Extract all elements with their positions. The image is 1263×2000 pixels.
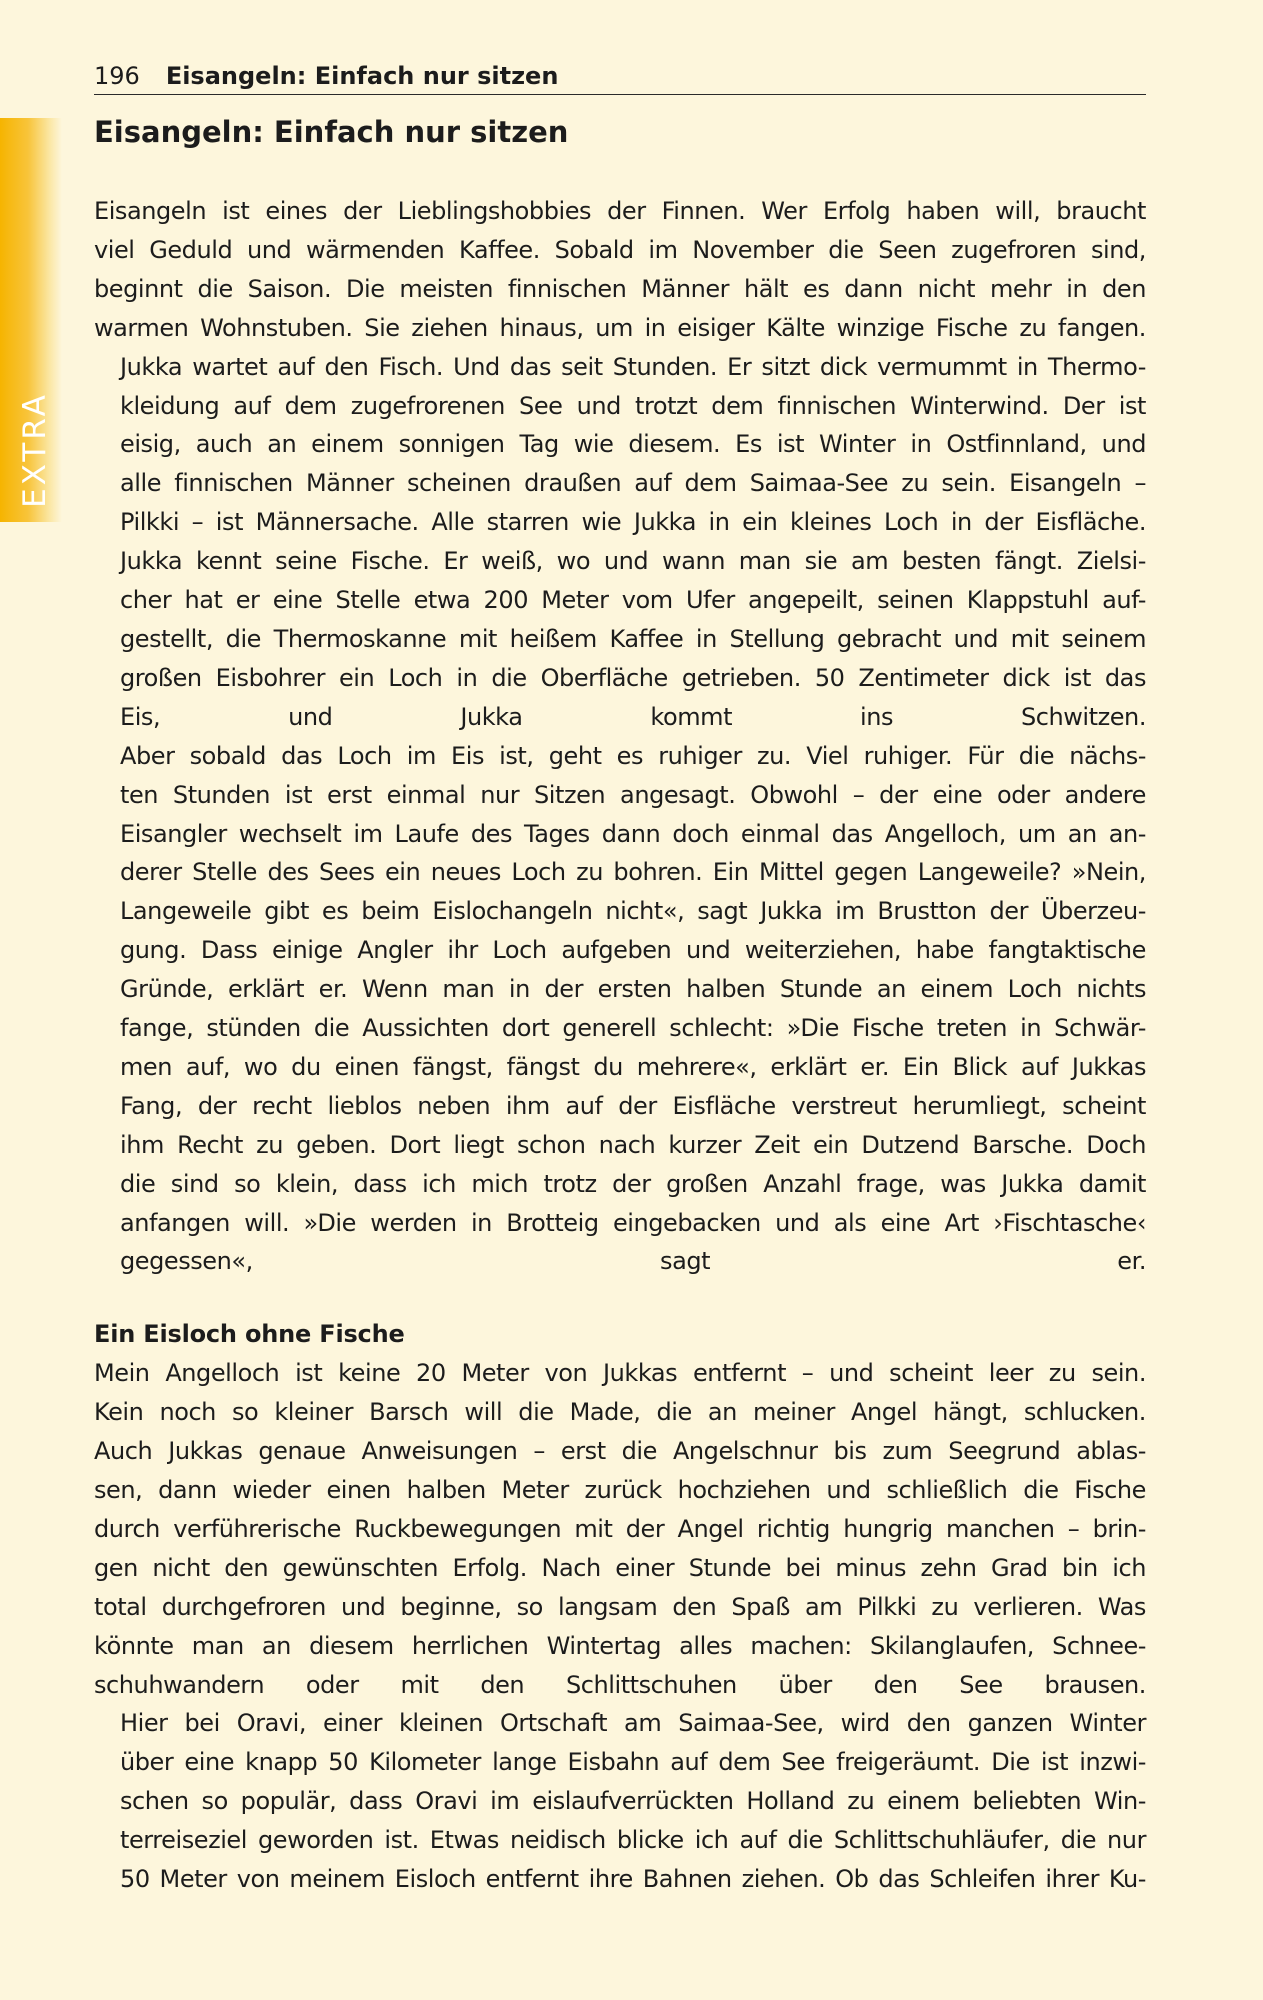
page-title: Eisangeln: Einfach nur sitzen	[94, 115, 569, 149]
paragraph	[94, 737, 1146, 1282]
running-title: Eisangeln: Einfach nur sitzen	[165, 62, 559, 90]
text-line: Jukka wartet auf den Fisch. Und das seit Stunden. Er sitzt dick vermummt in Thermo-	[120, 352, 1146, 381]
text-line: Eis, und Jukka kommt ins Schwitzen.	[120, 702, 1146, 731]
text-line: beginnt die Saison. Die meisten finnischen Männer hält es dann nicht mehr in den	[94, 274, 1146, 303]
article-section-2	[94, 1354, 1146, 1899]
text-line: großen Eisbohrer ein Loch in die Oberfläche getrieben. 50 Zentimeter dick ist das	[120, 663, 1146, 692]
text-line: Hier bei Oravi, einer kleinen Ortschaft am Saimaa-See, wird den ganzen Winter	[120, 1709, 1146, 1738]
text-line: kleidung auf dem zugefrorenen See und trotzt dem finnischen Winterwind. Der ist	[120, 391, 1146, 420]
text-line: Eisangeln ist eines der Lieblingshobbies der Finnen. Wer Erfolg haben will, braucht	[94, 197, 1146, 225]
text-line: derer Stelle des Sees ein neues Loch zu bohren. Ein Mittel gegen Langeweile? »Nein,	[120, 858, 1146, 887]
text-line: terreiseziel geworden ist. Etwas neidisch blicke ich auf die Schlittschuhläufer, die nur	[120, 1826, 1146, 1855]
text-line: Langeweile gibt es beim Eislochangeln nicht«, sagt Jukka im Brustton der Überzeu-	[120, 897, 1146, 926]
text-line: Kein noch so kleiner Barsch will die Made, die an meiner Angel hängt, schlucken.	[94, 1398, 1146, 1427]
text-line: alle finnischen Männer scheinen draußen auf dem Saimaa-See zu sein. Eisangeln –	[120, 469, 1146, 498]
article-body	[94, 192, 1146, 1899]
article-section-1	[94, 192, 1146, 1281]
paragraph	[94, 348, 1146, 543]
text-line: warmen Wohnstuben. Sie ziehen hinaus, um in eisiger Kälte winzige Fische zu fangen.	[94, 313, 1146, 342]
text-line: schuhwandern oder mit den Schlittschuhen über den See brausen.	[94, 1670, 1146, 1699]
text-line: cher hat er eine Stelle etwa 200 Meter vom Ufer angepeilt, seinen Klappstuhl auf-	[120, 586, 1146, 615]
running-header	[94, 58, 1146, 95]
page-number: 196	[94, 62, 140, 90]
text-line: Fang, der recht lieblos neben ihm auf der Eisfläche verstreut herumliegt, scheint	[120, 1091, 1146, 1120]
paragraph	[94, 542, 1146, 737]
text-line: gen nicht den gewünschten Erfolg. Nach einer Stunde bei minus zehn Grad bin ich	[94, 1553, 1146, 1582]
text-line: könnte man an diesem herrlichen Wintertag alles machen: Skilanglaufen, Schnee-	[94, 1631, 1146, 1660]
text-line: anfangen will. »Die werden in Brotteig eingebacken und als eine Art ›Fischtasche‹	[120, 1208, 1146, 1237]
text-line: eisig, auch an einem sonnigen Tag wie diesem. Es ist Winter in Ostfinnland, und	[120, 430, 1146, 459]
paragraph	[94, 192, 1146, 348]
text-line: Auch Jukkas genaue Anweisungen – erst die Angelschnur bis zum Seegrund ablas-	[94, 1437, 1146, 1466]
text-line: ihm Recht zu geben. Dort liegt schon nach kurzer Zeit ein Dutzend Barsche. Doch	[120, 1130, 1146, 1159]
extra-tab-label: EXTRA	[17, 392, 53, 508]
text-line: über eine knapp 50 Kilometer lange Eisbahn auf dem See freigeräumt. Die ist inzwi-	[120, 1748, 1146, 1777]
text-line: Aber sobald das Loch im Eis ist, geht es ruhiger zu. Viel ruhiger. Für die nächs-	[120, 741, 1146, 770]
section-subheading: Ein Eisloch ohne Fische	[94, 1320, 405, 1349]
text-line: sen, dann wieder einen halben Meter zurück hochziehen und schließlich die Fische	[94, 1476, 1146, 1504]
text-line: durch verführerische Ruckbewegungen mit der Angel richtig hungrig manchen – brin-	[94, 1514, 1146, 1543]
text-line: Gründe, erklärt er. Wenn man in der ersten halben Stunde an einem Loch nichts	[120, 975, 1146, 1004]
text-line: men auf, wo du einen fängst, fängst du mehrere«, erklärt er. Ein Blick auf Jukkas	[120, 1052, 1146, 1081]
text-line: Eisangler wechselt im Laufe des Tages dann doch einmal das Angelloch, um an an-	[120, 819, 1146, 848]
text-line: viel Geduld und wärmenden Kaffee. Sobald im November die Seen zugefroren sind,	[94, 235, 1146, 264]
text-line: total durchgefroren und beginne, so langsam den Spaß am Pilkki zu verlieren. Was	[94, 1592, 1146, 1621]
paragraph	[94, 1354, 1146, 1704]
text-line: gestellt, die Thermoskanne mit heißem Kaffee in Stellung gebracht und mit seinem	[120, 624, 1146, 653]
text-line: gegessen«, sagt er.	[120, 1247, 1146, 1276]
text-line: gung. Dass einige Angler ihr Loch aufgeben und weiterziehen, habe fangtaktische	[120, 936, 1146, 965]
text-line: 50 Meter von meinem Eisloch entfernt ihre Bahnen ziehen. Ob das Schleifen ihrer Ku-	[120, 1865, 1146, 1894]
paragraph	[94, 1704, 1146, 1899]
text-line: ten Stunden ist erst einmal nur Sitzen angesagt. Obwohl – der eine oder andere	[120, 780, 1146, 809]
text-line: Pilkki – ist Männersache. Alle starren wie Jukka in ein kleines Loch in der Eisfläche.	[120, 508, 1146, 537]
text-line: schen so populär, dass Oravi im eislaufverrückten Holland zu einem beliebten Win-	[120, 1787, 1146, 1816]
text-line: Jukka kennt seine Fische. Er weiß, wo und wann man sie am besten fängt. Zielsi-	[120, 547, 1146, 576]
text-line: Mein Angelloch ist keine 20 Meter von Jukkas entfernt – und scheint leer zu sein.	[94, 1359, 1146, 1388]
text-line: die sind so klein, dass ich mich trotz der großen Anzahl frage, was Jukka damit	[120, 1169, 1146, 1198]
text-line: fange, stünden die Aussichten dort generell schlecht: »Die Fische treten in Schwär-	[120, 1014, 1146, 1043]
